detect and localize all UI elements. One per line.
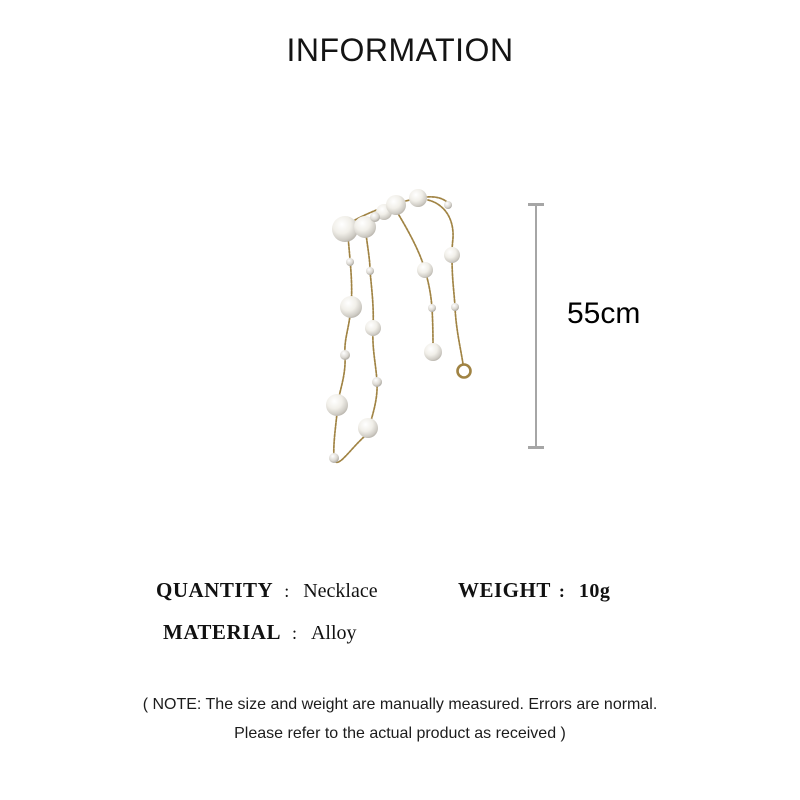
- note-line-1: ( NOTE: The size and weight are manually measured. Errors are normal.: [142, 696, 658, 713]
- detail-label: QUANTITY: [156, 578, 274, 602]
- pearl: [409, 189, 427, 207]
- measurement-bottom-cap: [528, 446, 544, 449]
- pearl: [358, 418, 378, 438]
- bead: [340, 350, 350, 360]
- clasp-ring: [458, 365, 471, 378]
- page-title: INFORMATION: [286, 32, 514, 68]
- detail-row-weight: [458, 578, 610, 603]
- bead: [451, 303, 459, 311]
- bead: [329, 453, 339, 463]
- measurement-ruler: [528, 203, 544, 449]
- detail-label: WEIGHT: [458, 578, 551, 602]
- pearl: [424, 343, 442, 361]
- pearl: [332, 216, 358, 242]
- detail-value: Necklace: [303, 580, 378, 602]
- detail-row-quantity: [156, 578, 378, 603]
- chain-strand-left: [334, 236, 352, 458]
- detail-colon: :: [558, 581, 565, 601]
- detail-row-material: [163, 620, 357, 645]
- pearl: [386, 195, 406, 215]
- pearl: [326, 394, 348, 416]
- pearl: [417, 262, 433, 278]
- bead: [346, 258, 354, 266]
- note-text: [0, 690, 800, 748]
- bead: [444, 201, 452, 209]
- detail-value: Alloy: [310, 622, 357, 644]
- bead: [428, 304, 436, 312]
- detail-colon: :: [284, 581, 290, 601]
- note-line-2: Please refer to the actual product as received ): [234, 725, 566, 742]
- pearl: [444, 247, 460, 263]
- detail-label: MATERIAL: [163, 620, 281, 644]
- pearl: [340, 296, 362, 318]
- pearl: [365, 320, 381, 336]
- chain-strand-mid-right: [397, 212, 433, 350]
- necklace-pearls: [326, 189, 460, 463]
- detail-value: 10g: [578, 580, 611, 602]
- bead: [370, 212, 380, 222]
- bead: [372, 377, 382, 387]
- measurement-label: 55cm: [567, 297, 641, 330]
- measurement-line: [535, 204, 537, 448]
- bead: [366, 267, 374, 275]
- product-image: [298, 186, 483, 480]
- detail-colon: :: [291, 623, 297, 643]
